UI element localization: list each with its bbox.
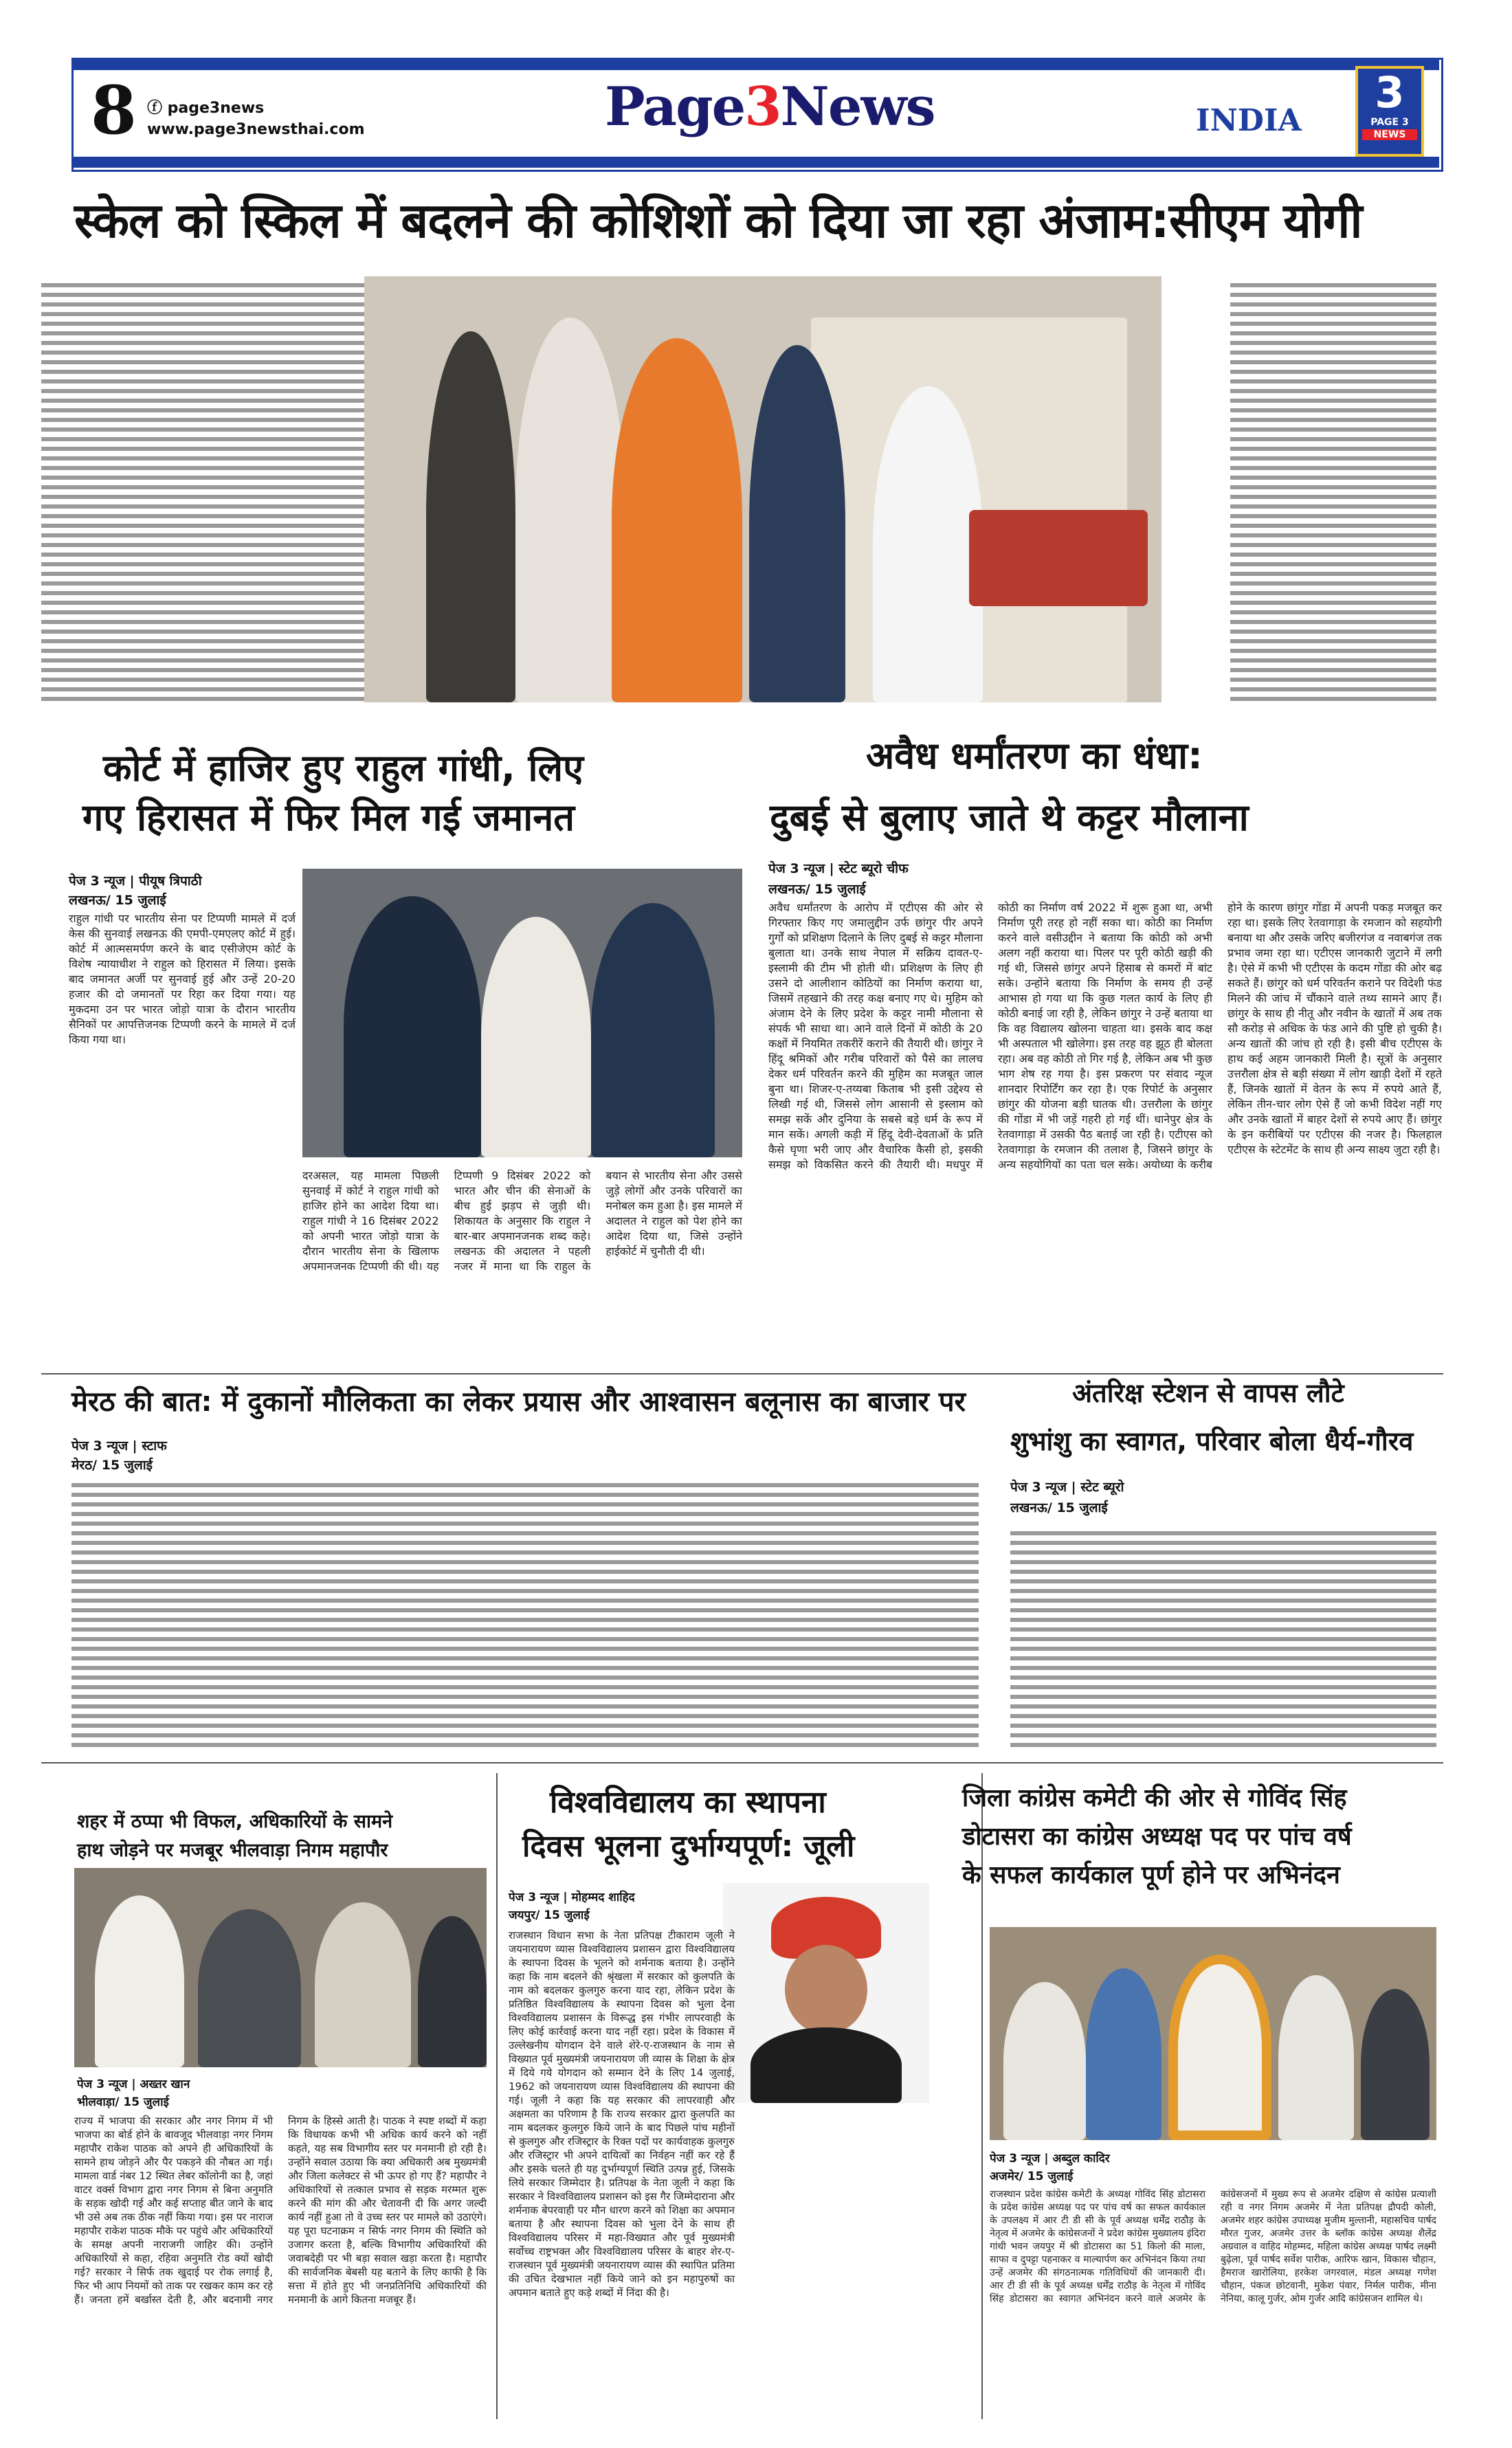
photo-person-1	[426, 331, 515, 702]
rahul-body-right: दरअसल, यह मामला पिछली सुनवाई में कोर्ट ने राहुल गांधी को हाजिर होने का आदेश दिया था। राहुल गांधी ने 16 दिसंबर 2022 को अपनी भारत जोड़ो यात्रा के दौरान भारतीय सेना के खिलाफ अपमानजनक टिप्पणी की थी। यह टिप्पणी 9 दिसंबर 2022 को भारत और चीन की सेनाओं के बीच हुई झड़प से जुड़ी थी। शिकायत के अनुसार कि राहुल ने बार-बार अपमानजनक शब्द कहे। लखनऊ की अदालत ने पहली नजर में माना था कि राहुल के बयान से भारतीय सेना और उससे जुड़े लोगों और उनके परिवारों का मनोबल कम हुआ है। इस मामले में अदालत ने राहुल को पेश होने का आदेश दिया था, जिसे उन्होंने हाईकोर्ट में चुनौती दी थी।	[302, 1169, 742, 1273]
congress-headline-2: डोटासरा का कांग्रेस अध्यक्ष पद पर पांच वर्ष	[962, 1823, 1352, 1851]
space-byline: पेज 3 न्यूज | स्टेट ब्यूरो	[1010, 1480, 1124, 1495]
middle-headline: मेरठ की बात: में दुकानों मौलिकता का लेकर प्रयास और आश्वासन बलूनास का बाजार पर	[71, 1386, 966, 1418]
social-handle	[147, 96, 264, 118]
university-headline-1: विश्वविद्यालय का स्थापना	[550, 1785, 826, 1820]
lead-text-right	[1230, 278, 1436, 704]
photo-worker-4	[1361, 1989, 1430, 2140]
bhilwara-dateline: भीलवाड़ा/ 15 जुलाई	[77, 2095, 169, 2109]
photo-person-3	[749, 345, 845, 702]
photo-person-4	[873, 386, 983, 702]
rahul-dateline: लखनऊ/ 15 जुलाई	[69, 893, 166, 908]
congress-byline: पेज 3 न्यूज | अब्दुल कादिर	[990, 2152, 1110, 2166]
rahul-byline: पेज 3 न्यूज | पीयूष त्रिपाठी	[69, 874, 202, 889]
bhilwara-photo	[74, 1868, 487, 2067]
logo-small-text: PAGE 3	[1370, 117, 1409, 128]
congress-body: राजस्थान प्रदेश कांग्रेस कमेटी के अध्यक्ष गोविंद सिंह डोटासरा के प्रदेश कांग्रेस अध्यक्ष पद पर पांच वर्ष का सफल कार्यकाल के उपलक्ष्य में आर टी डी सी के पूर्व अध्यक्ष धर्मेंद्र राठौड़ के नेतृत्व में अजमेर के कांग्रेसजनों ने प्रदेश कांग्रेस मुख्यालय इंदिरा गांधी भवन जयपुर में श्री डोटासरा का 51 किलो की माला, साफा व दुपट्टा पहनाकर व माल्यार्पण कर अभिनंदन किया तथा उन्हें अजमेर की संगठनात्मक गतिविधियों की जानकारी दी। आर टी डी सी के पूर्व अध्यक्ष धर्मेंद्र राठौड़ के नेतृत्व में गोविंद सिंह डोटासरा का स्वागत अभिनंदन करने वाले अजमेर के कांग्रेसजनों में मुख्य रूप से अजमेर दक्षिण से कांग्रेस प्रत्याशी रही व नगर निगम अजमेर में नेता प्रतिपक्ष द्रौपदी कोली, अजमेर शहर कांग्रेस उपाध्यक्ष मुजीम मुल्तानी, महासचिव पार्षद मौरत गुजर, अजमेर उत्तर के ब्लॉक कांग्रेस अध्यक्ष शैलेंद्र अग्रवाल व वाहिद मोहम्मद, महिला कांग्रेस अध्यक्ष पार्षद लक्ष्मी बुढ़ेला, पूर्व पार्षद सर्वेश पारीक, आरिफ खान, विकास चौहान, हैमराज खारोलिया, हरकेश जगरवाल, मंडल अध्यक्ष गणेश चौहान, पंकज छोटवानी, मुकेश पंवार, निर्मल पारीक, मीना नेनिया, कालू गुर्जर, ओम गुर्जर आदि कांग्रेसजन शामिल थे।	[990, 2189, 1436, 2304]
masthead-top-bar	[71, 58, 1439, 70]
conversion-headline-2: दुबई से बुलाए जाते थे कट्टर मौलाना	[770, 796, 1249, 839]
photo-guard-1	[344, 896, 481, 1157]
conversion-headline-1: अवैध धर्मांतरण का धंधा:	[866, 734, 1203, 777]
brand-right: News	[780, 76, 935, 138]
conversion-dateline: लखनऊ/ 15 जुलाई	[768, 882, 866, 897]
lead-headline: स्केल को स्किल में बदलने की कोशिशों को दिया जा रहा अंजाम:सीएम योगी	[74, 192, 1362, 249]
photo-person-2	[515, 318, 625, 702]
middle-text-block	[71, 1478, 979, 1752]
edition-label: PB-BLACK	[147, 146, 194, 157]
congress-headline-3: के सफल कार्यकाल पूर्ण होने पर अभिनंदन	[962, 1861, 1340, 1889]
photo-cm-saffron	[612, 338, 742, 702]
website-url: www.page3newsthai.com	[147, 121, 365, 138]
university-body: राजस्थान विधान सभा के नेता प्रतिपक्ष टीकाराम जूली ने जयनारायण व्यास विश्वविद्यालय प्रशासन द्वारा विश्वविद्यालय के स्थापना दिवस के भूलने को शर्मनाक बताया है। उन्होंने कहा कि नाम बदलने की श्रृंखला में सरकार को कुलपति के नाम को बदलकर कुलगुरु करना याद रहा, लेकिन प्रदेश के प्रतिष्ठित विश्वविद्यालय के स्थापना दिवस को भुला देना विश्वविद्यालय प्रशासन के विरूद्ध इस गंभीर लापरवाही के लिए कोई कार्रवाई करना याद नहीं रहा। प्रदेश के विकास में उल्लेखनीय योगदान देने वाले शेरे-ए-राजस्थान के नाम से विख्यात पूर्व मुख्यमंत्री जयनारायण जी व्यास के शिक्षा के क्षेत्र में दिये गये योगदान को सम्मान देने के लिए 14 जुलाई, 1962 को जयनारायण व्यास विश्वविद्यालय की स्थापना की गई। जूली ने कहा कि यह सरकार की लापरवाही और अक्षमता का परिणाम है कि राज्य सरकार द्वारा कुलपति का नाम बदलकर कुलगुरु किये जाने के बाद पिछले पांच महीनों से कुलगुरु और रजिस्ट्रार के रिक्त पदों पर कार्यवाहक कुलगुरु और रजिस्ट्रार भी अपने दायित्वों का निर्वहन नहीं कर रहे हैं और इसके चलते ही यह दुर्भाग्यपूर्ण स्थिति उत्पन्न हुई, जिसके लिये सरकार जिम्मेदार है। प्रतिपक्ष के नेता जूली ने कहा कि सरकार ने विश्वविद्यालय प्रशासन को इस गैर जिम्मेदाराना और शर्मनाक बेपरवाही पर मौन धारण करने को शिक्षा का अपमान बताया है और स्थापना दिवस को भुला देने के साथ ही विश्वविद्यालय परिसर में महा-विख्यात और पूर्व मुख्यमंत्री सर्वोच्च राष्ट्रभक्त और विश्वविद्यालय परिसर के बाहर शेर-ए-राजस्थान पूर्व मुख्यमंत्री जयनारायण व्यास की स्थापित प्रतिमा की उचित देखभाल नहीं किये जाने को इन महापुरुषों का अपमान बताते हुए कड़े शब्दों में निंदा की है।	[509, 1929, 735, 2299]
university-byline: पेज 3 न्यूज | मोहम्मद शाहिद	[509, 1891, 635, 1904]
bhilwara-byline: पेज 3 न्यूज | अख्तर खान	[77, 2078, 190, 2091]
brand-logo	[605, 76, 935, 138]
brand-number: 3	[744, 76, 781, 138]
region-label: INDIA	[1196, 103, 1302, 138]
space-headline-1: अंतरिक्ष स्टेशन से वापस लौटे	[1072, 1378, 1344, 1408]
page-number: 8	[91, 71, 137, 149]
photo-mayor	[95, 1895, 184, 2067]
photo-guard-2	[591, 903, 715, 1157]
middle-dateline: मेरठ/ 15 जुलाई	[71, 1458, 153, 1473]
congress-photo	[990, 1927, 1436, 2140]
facebook-icon: ⓕ	[147, 100, 168, 117]
photo-worker-3	[1278, 1975, 1354, 2140]
university-dateline: जयपुर/ 15 जुलाई	[509, 1909, 590, 1922]
university-headline-2: दिवस भूलना दुर्भाग्यपूर्ण: जूली	[522, 1829, 855, 1864]
photo-worker-1	[1003, 1982, 1086, 2140]
congress-headline-1: जिला कांग्रेस कमेटी की ओर से गोविंद सिंह	[962, 1784, 1347, 1812]
bhilwara-headline-1: शहर में ठप्पा भी विफल, अधिकारियों के सामने	[77, 1811, 393, 1832]
photo-display-table	[969, 510, 1148, 606]
space-text-block	[1010, 1526, 1436, 1752]
logo-number: 3	[1375, 67, 1405, 118]
lead-text-left	[41, 278, 385, 704]
column-divider-1	[496, 1773, 498, 2419]
photo-official-2	[315, 1902, 411, 2067]
photo-official-1	[198, 1909, 301, 2067]
conversion-byline: पेज 3 न्यूज | स्टेट ब्यूरो चीफ	[768, 861, 909, 876]
brand-left: Page	[605, 76, 745, 138]
space-headline-2: शुभांशु का स्वागत, परिवार बोला धैर्य-गौरव	[1010, 1426, 1414, 1456]
rahul-photo	[302, 869, 742, 1157]
bhilwara-headline-2: हाथ जोड़ने पर मजबूर भीलवाड़ा निगम महापौर	[77, 1840, 388, 1861]
conversion-body: अवैध धर्मांतरण के आरोप में एटीएस की ओर से गिरफ्तार किए गए जमालुद्दीन उर्फ छांगुर पीर अपने गुर्गों को प्रशिक्षण दिलाने के लिए दुबई से कट्टर मौलाना बुलाता था। उनके साथ नेपाल में सक्रिय दावत-ए-इस्लामी की टीम भी होती थी। प्रशिक्षण के लिए ही उसने दो आलीशान कोठियों का निर्माण कराया था, जिसमें तहखाने की तरह कक्ष बनाए गए थे। मुहिम को अंजाम देने के लिए प्रदेश के कट्टर नामी मौलाना से संपर्क भी साधा था। आने वाले दिनों में कोठी के 20 कक्षों में नियमित तकरीरें कराने की तैयारी थी। छांगुर ने हिंदू श्रमिकों और गरीब परिवारों को पैसे का लालच देकर धर्म परिवर्तन करने की मुहिम का मजबूत जाल बुना था। शिजर-ए-तय्यबा किताब भी इसी उद्देश्य से लिखी गई थी, जिससे लोग आसानी से इस्लाम को समझ सकें और दुनिया के सबसे बड़े धर्म के रूप में मान सकें। अगली कड़ी में हिंदू देवी-देवताओं के प्रति कैसे घृणा भरी जाए और वैचारिक कैसी हो, इसकी समझ को विकसित करने की तैयारी थी। मधपुर में कोठी का निर्माण वर्ष 2022 में शुरू हुआ था, अभी निर्माण पूरी तरह हो नहीं सका था। कोठी का निर्माण करने वाले वसीउद्दीन ने बताया कि कोठी को अभी अलग नहीं कराया था। पिलर पर पूरी कोठी खड़ी की गई थी, जिससे छांगुर अपने हिसाब से कमरों में बांट सके। उन्होंने बताया कि निर्माण के समय ही उन्हें आभास हो गया था कि कुछ गलत कार्य के लिए ही कोठी बनाई जा रही है, लेकिन छांगुर ने उन्हें बताया था कि वह विद्यालय खोलना चाहता था। इसके बाद कक्ष भी अस्पताल भी खोलेगा। इस तरह वह झूठ ही बोलता रहा। अब वह कोठी तो गिर गई है, लेकिन अब भी कुछ भाग शेष रह गया है। इस प्रकरण पर संवाद न्यूज शानदार रिपोर्टिंग कर रहा है। एक रिपोर्ट के अनुसार छांगुर की योजना बड़ी घातक थी। उत्तरौला के छांगुर की गोंडा में भी जड़ें गहरी हो गई थीं। धानेपुर क्षेत्र के रेतवागाड़ा में उसकी पैठ बताई जा रही है। एटीएस को रेतवागाड़ा के रमजान की तलाश है, जिसने छांगुर के अन्य सहयोगियों का पता चल सके। अयोध्या के करीब होने के कारण छांगुर गोंडा में अपनी पकड़ मजबूत कर रहा था। इसके लिए रेतवागाड़ा के रमजान को सहयोगी बनाया था और उसके जरिए बजीरगंज व नवाबगंज तक प्रभाव जमा रहा था। एटीएस जानकारी जुटाने में लगी है। ऐसे में कभी भी एटीएस के कदम गोंडा की ओर बढ़ सकते हैं। छांगुर को धर्म परिवर्तन कराने पर विदेशी फंड मिलने की जांच में चौंकाने वाले तथ्य सामने आए हैं। छांगुर के साथ ही नीतू और नवीन के खातों में अब तक सौ करोड़ से अधिक के फंड आने की पुष्टि हो चुकी है। अन्य खातों की जांच हो रही है। इसी बीच एटीएस के हाथ कई अहम जानकारी मिली है। सूत्रों के अनुसार उत्तरौला क्षेत्र से बड़ी संख्या में लोग खाड़ी देशों में रहते हैं, जिनके खातों में वेतन के रूप में रुपये आते हैं, लेकिन तीन-चार लोग ऐसे हैं जो कभी विदेश नहीं गए और उनके खातों में बाहर देशों से रुपये आए हैं। छांगुर के इन करीबियों पर एटीएस की नजर है। फिलहाल एटीएस के स्टेटमेंट के साथ ही अन्य साक्ष्य जुटा रही है।	[768, 901, 1442, 1171]
photo-official-3	[418, 1916, 487, 2067]
page3-badge-logo	[1355, 66, 1424, 157]
bhilwara-body: राज्य में भाजपा की सरकार और नगर निगम में भी भाजपा का बोर्ड होने के बावजूद भीलवाड़ा नगर निगम महापौर राकेश पाठक को अपने ही अधिकारियों के सामने हाथ जोड़ने और पैर पकड़ने की नौबत आ गई। मामला वार्ड नंबर 12 स्थित लेबर कॉलोनी का है, जहां वाटर वर्क्स विभाग द्वारा नगर निगम से बिना अनुमति के सड़क खोदी गई और कई सप्ताह बीत जाने के बाद भी उसे अब तक ठीक नहीं किया गया। इस पर नाराज महापौर राकेश पाठक मौके पर पहुंचे और अधिकारियों के समक्ष अपनी नाराजगी जाहिर की। उन्होंने अधिकारियों से कहा, रहिवा अनुमति रोड क्यों खोदी गई? सरकार ने सिर्फ तक खुदाई पर रोक लगाई है, फिर भी आप नियमों को ताक पर रखकर काम कर रहे हैं। जनता हमें बर्खास्त देती है, और बदनामी नगर निगम के हिस्से आती है। पाठक ने स्पष्ट शब्दों में कहा कि विधायक कभी भी अधिक कार्य करने को नहीं कहते, यह सब विभागीय स्तर पर मनमानी हो रही है। उन्होंने सवाल उठाया कि क्या अधिकारी अब मुख्यमंत्री और जिला कलेक्टर से भी ऊपर हो गए हैं? महापौर ने अधिकारियों से तत्काल प्रभाव से सड़क मरम्मत शुरू करने की मांग की और चेतावनी दी कि अगर जल्दी कार्य नहीं हुआ तो वे उच्च स्तर पर मामले को उठाएंगे। यह पूरा घटनाक्रम न सिर्फ नगर निगम की स्थिति को उजागर करता है, बल्कि विभागीय अधिकारियों की जवाबदेही पर भी बड़ा सवाल खड़ा करता है। महापौर की सार्वजनिक बेबसी यह बताने के लिए काफी है कि सत्ता में होते हुए भी जनप्रतिनिधि अधिकारियों की मनमानी के आगे कितना मजबूर हैं।	[74, 2115, 487, 2306]
rahul-headline-1: कोर्ट में हाजिर हुए राहुल गांधी, लिए	[103, 746, 584, 790]
photo-rahul-white	[481, 917, 591, 1157]
social-handle-text: page3news	[167, 100, 265, 117]
photo-worker-2	[1086, 1968, 1161, 2140]
middle-byline: पेज 3 न्यूज | स्टाफ	[71, 1438, 167, 1454]
photo-garland-leader	[1168, 1955, 1271, 2140]
congress-dateline: अजमेर/ 15 जुलाई	[990, 2170, 1074, 2183]
section-divider-2	[41, 1762, 1443, 1763]
lead-photo	[364, 276, 1161, 702]
logo-red-text: NEWS	[1362, 129, 1417, 140]
space-dateline: लखनऊ/ 15 जुलाई	[1010, 1500, 1108, 1515]
masthead-bottom-bar	[71, 157, 1439, 168]
rahul-headline-2: गए हिरासत में फिर मिल गई जमानत	[82, 796, 575, 839]
rahul-body-left: राहुल गांधी पर भारतीय सेना पर टिप्पणी मामले में दर्ज केस की सुनवाई लखनऊ की एमपी-एमएलए कोर्ट में हुई। कोर्ट में आत्मसमर्पण करने के बाद एसीजेएम कोर्ट के विशेष न्यायाधीश ने राहुल को हिरासत में लिया। इसके बाद जमानत अर्जी पर सुनवाई हुई और उन्हें 20-20 हजार की दो जमानतों पर रिहा कर दिया गया। यह मुकदमा उन पर भारत जोड़ो यात्रा के दौरान भारतीय सैनिकों पर आपत्तिजनक टिप्पणी करने के मामले में दर्ज किया गया था।	[69, 912, 296, 1046]
